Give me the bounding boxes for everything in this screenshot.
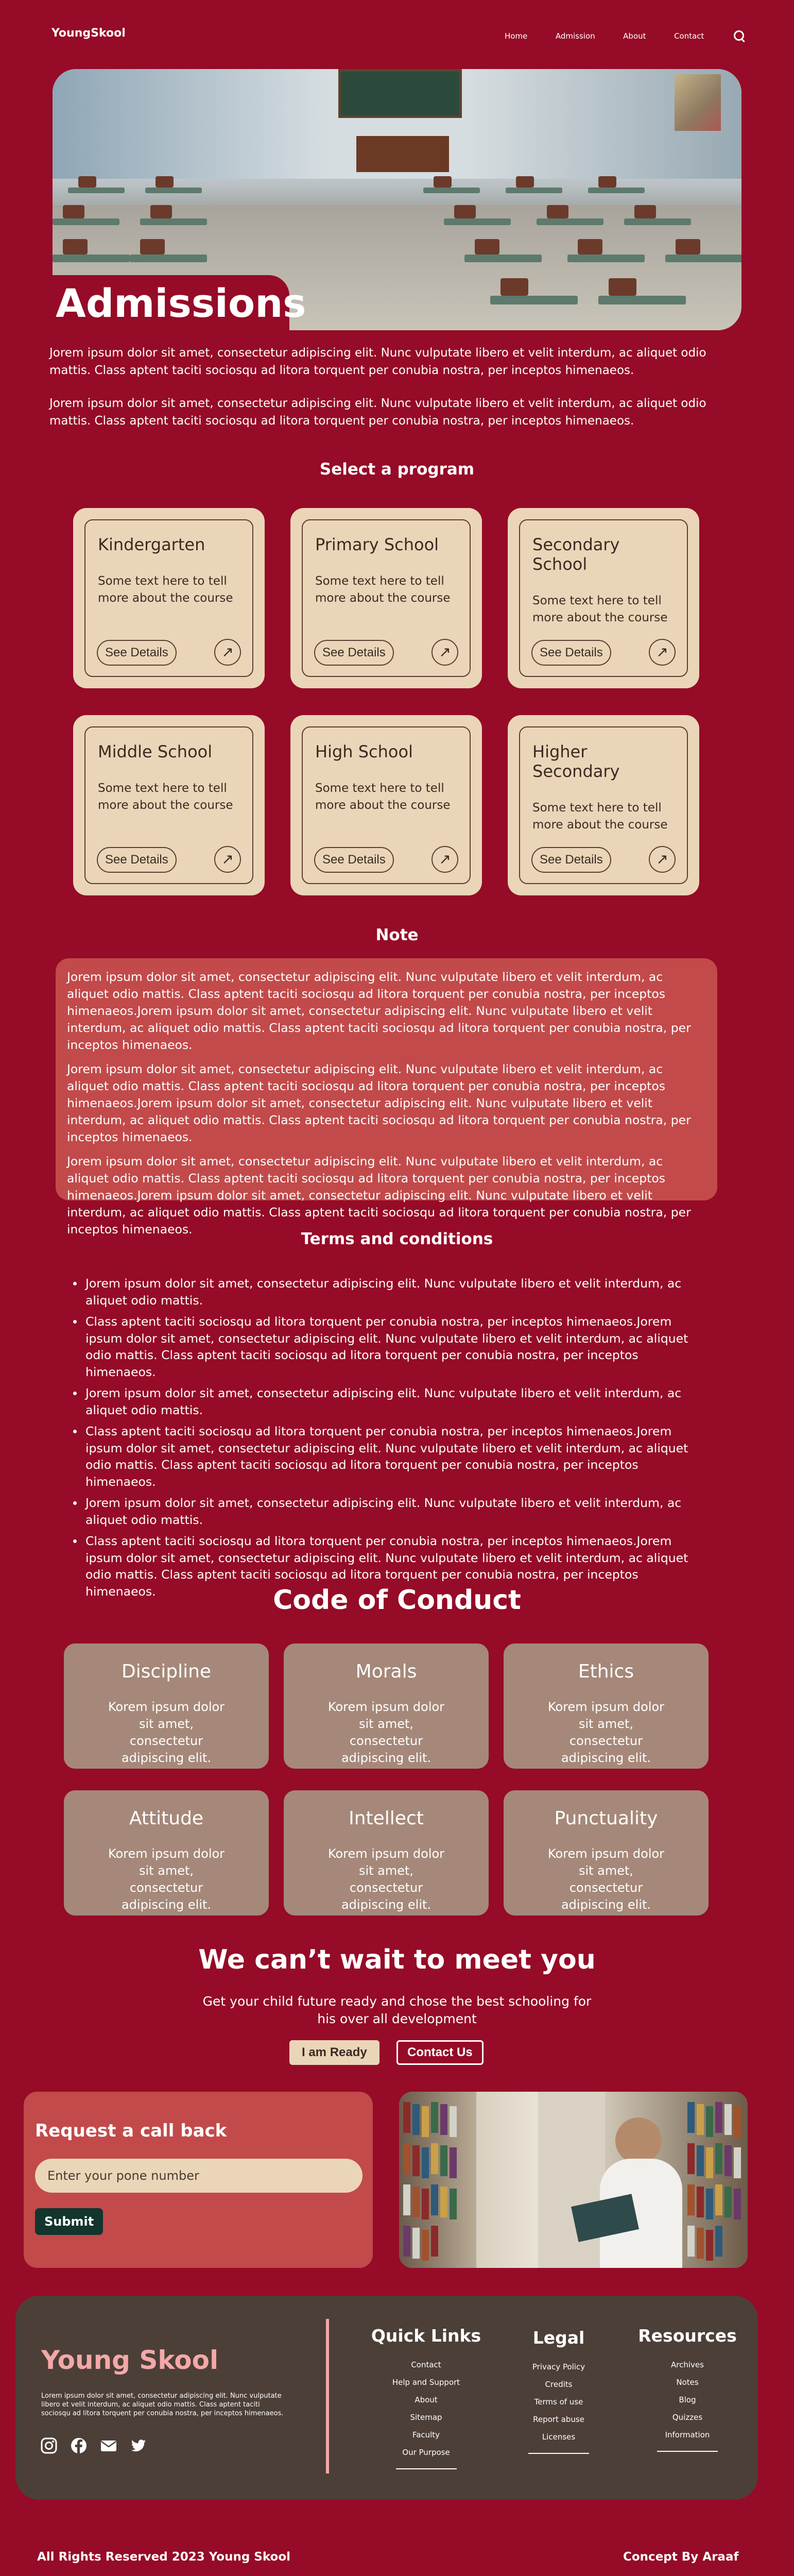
top-nav <box>505 29 747 43</box>
contact-us-button[interactable]: Contact Us <box>396 2040 484 2065</box>
credit-text: Concept By Araaf <box>623 2550 739 2564</box>
conduct-card <box>64 1643 269 1769</box>
nav-link-contact[interactable]: Contact <box>674 31 704 41</box>
conduct-description: Korem ipsum dolor sit amet, consectetur adipiscing elit. <box>108 1846 225 1912</box>
program-card-frame <box>84 726 253 884</box>
footer-underline <box>528 2453 589 2454</box>
site-logo[interactable]: YoungSkool <box>51 27 126 40</box>
terms-item: Jorem ipsum dolor sit amet, consectetur adipiscing elit. Nunc vulputate libero et velit interdum, ac aliquet odio mattis. <box>72 1275 711 1309</box>
footer-link[interactable]: Our Purpose <box>402 2448 450 2457</box>
terms-heading: Terms and conditions <box>301 1230 493 1248</box>
conduct-title: Punctuality <box>554 1808 658 1829</box>
terms-item: Jorem ipsum dolor sit amet, consectetur adipiscing elit. Nunc vulputate libero et velit interdum, ac aliquet odio mattis. <box>72 1385 711 1418</box>
see-details-button[interactable]: See Details <box>314 847 394 873</box>
program-card[interactable] <box>290 715 482 895</box>
program-title: High School <box>315 742 413 761</box>
footer-brand[interactable]: Young Skool <box>41 2345 219 2375</box>
footer-link[interactable]: Information <box>665 2430 710 2439</box>
conduct-heading: Code of Conduct <box>273 1585 521 1616</box>
conduct-description: Korem ipsum dolor sit amet, consectetur adipiscing elit. <box>547 1700 665 1765</box>
arrow-up-right-icon[interactable]: ↗ <box>431 846 458 873</box>
program-card[interactable] <box>290 508 482 688</box>
programs-heading: Select a program <box>319 460 475 479</box>
footer-column-heading: Legal <box>532 2328 585 2348</box>
meet-subtext: Get your child future ready and chose the best schooling for his over all development <box>202 1994 592 2026</box>
footer-link[interactable]: Quizzes <box>672 2413 703 2422</box>
program-card-frame <box>519 519 688 677</box>
footer-link[interactable]: Report abuse <box>533 2415 584 2424</box>
terms-item: Class aptent taciti sociosqu ad litora torquent per conubia nostra, per inceptos himenaeos.Jorem ipsum dolor sit amet, consectetur adipiscing elit. Nunc vulputate libero et velit interdum, ac aliquet odio mattis. Class aptent taciti sociosqu ad litora torquent per conubia nostra, per inceptos himenaeos. <box>72 1313 711 1380</box>
note-heading: Note <box>375 926 419 944</box>
conduct-title: Morals <box>355 1661 417 1682</box>
footer-link[interactable]: Contact <box>411 2360 441 2369</box>
copyright-text: All Rights Reserved 2023 Young Skool <box>37 2550 291 2564</box>
program-description: Some text here to tell more about the course <box>98 574 233 605</box>
callback-heading: Request a call back <box>35 2121 227 2141</box>
see-details-button[interactable]: See Details <box>97 847 177 873</box>
footer-link[interactable]: Archives <box>671 2360 704 2369</box>
conduct-description: Korem ipsum dolor sit amet, consectetur adipiscing elit. <box>327 1846 445 1912</box>
footer-divider <box>326 2319 329 2473</box>
terms-list <box>72 1275 711 1604</box>
search-icon[interactable] <box>732 29 747 43</box>
see-details-button[interactable]: See Details <box>97 640 177 666</box>
conduct-card <box>504 1643 709 1769</box>
social-links <box>40 2437 147 2454</box>
footer-link[interactable]: Credits <box>545 2380 573 2389</box>
conduct-card <box>284 1790 489 1916</box>
program-title: Kindergarten <box>98 535 205 554</box>
footer-link[interactable]: About <box>415 2395 438 2404</box>
arrow-up-right-icon[interactable]: ↗ <box>649 846 676 873</box>
program-card-frame <box>519 726 688 884</box>
conduct-card <box>504 1790 709 1916</box>
facebook-icon[interactable] <box>70 2437 88 2454</box>
conduct-title: Attitude <box>129 1808 204 1829</box>
conduct-description: Korem ipsum dolor sit amet, consectetur adipiscing elit. <box>108 1700 225 1765</box>
conduct-title: Discipline <box>121 1661 212 1682</box>
footer-link[interactable]: Faculty <box>412 2430 440 2439</box>
twitter-icon[interactable] <box>130 2437 147 2454</box>
email-icon[interactable] <box>100 2437 117 2454</box>
i-am-ready-button[interactable]: I am Ready <box>289 2040 379 2065</box>
see-details-button[interactable]: See Details <box>531 847 611 873</box>
footer-link[interactable]: Blog <box>679 2395 696 2404</box>
intro-paragraph-1: Jorem ipsum dolor sit amet, consectetur adipiscing elit. Nunc vulputate libero et velit interdum, ac aliquet odio mattis. Class aptent taciti sociosqu ad litora torquent per conubia nostra, per inceptos himenaeos. <box>49 346 706 377</box>
library-photo <box>399 2092 748 2268</box>
program-title: Middle School <box>98 742 213 761</box>
note-paragraph: Jorem ipsum dolor sit amet, consectetur adipiscing elit. Nunc vulputate libero et velit interdum, ac aliquet odio mattis. Class aptent taciti sociosqu ad litora torquent per conubia nostra, per inceptos himenaeos.Jorem ipsum dolor sit amet, consectetur adipiscing elit. Nunc vulputate libero et velit interdum, ac aliquet odio mattis. Class aptent taciti sociosqu ad litora torquent per conubia nostra, per inceptos himenaeos. <box>67 970 691 1052</box>
program-description: Some text here to tell more about the course <box>98 782 233 812</box>
submit-button[interactable]: Submit <box>35 2208 103 2235</box>
instagram-icon[interactable] <box>40 2437 58 2454</box>
callback-form <box>24 2092 373 2268</box>
page-title: Admissions <box>53 275 289 330</box>
program-card-frame <box>84 519 253 677</box>
footer-link[interactable]: Help and Support <box>392 2378 460 2387</box>
footer-column-heading: Resources <box>638 2326 737 2346</box>
program-description: Some text here to tell more about the course <box>315 574 451 605</box>
conduct-title: Intellect <box>349 1808 424 1829</box>
conduct-card <box>64 1790 269 1916</box>
nav-link-home[interactable]: Home <box>505 31 528 41</box>
footer-link[interactable]: Terms of use <box>534 2397 583 2406</box>
program-card-frame <box>302 519 471 677</box>
terms-item: Jorem ipsum dolor sit amet, consectetur adipiscing elit. Nunc vulputate libero et velit interdum, ac aliquet odio mattis. <box>72 1495 711 1528</box>
note-paragraph: Jorem ipsum dolor sit amet, consectetur adipiscing elit. Nunc vulputate libero et velit interdum, ac aliquet odio mattis. Class aptent taciti sociosqu ad litora torquent per conubia nostra, per inceptos himenaeos.Jorem ipsum dolor sit amet, consectetur adipiscing elit. Nunc vulputate libero et velit interdum, ac aliquet odio mattis. Class aptent taciti sociosqu ad litora torquent per conubia nostra, per inceptos himenaeos. <box>67 1154 691 1236</box>
program-card-frame <box>302 726 471 884</box>
meet-heading: We can’t wait to meet you <box>198 1944 596 1975</box>
program-card[interactable] <box>508 508 699 688</box>
footer-underline <box>657 2451 718 2452</box>
footer-legal <box>507 2328 610 2454</box>
note-paragraph: Jorem ipsum dolor sit amet, consectetur adipiscing elit. Nunc vulputate libero et velit interdum, ac aliquet odio mattis. Class aptent taciti sociosqu ad litora torquent per conubia nostra, per inceptos himenaeos.Jorem ipsum dolor sit amet, consectetur adipiscing elit. Nunc vulputate libero et velit interdum, ac aliquet odio mattis. Class aptent taciti sociosqu ad litora torquent per conubia nostra, per inceptos himenaeos. <box>67 1062 691 1144</box>
program-title: Higher Secondary <box>532 742 620 781</box>
note-box <box>56 958 717 1236</box>
conduct-title: Ethics <box>578 1661 634 1682</box>
program-description: Some text here to tell more about the course <box>315 782 451 812</box>
footer-resources <box>631 2326 744 2452</box>
footer-column-heading: Quick Links <box>371 2326 481 2346</box>
program-description: Some text here to tell more about the course <box>532 801 668 832</box>
nav-link-about[interactable]: About <box>623 31 646 41</box>
program-title: Secondary School <box>532 535 620 574</box>
footer-link[interactable]: Sitemap <box>410 2413 442 2422</box>
conduct-card <box>284 1643 489 1769</box>
conduct-description: Korem ipsum dolor sit amet, consectetur adipiscing elit. <box>547 1846 665 1912</box>
intro-paragraph-2: Jorem ipsum dolor sit amet, consectetur adipiscing elit. Nunc vulputate libero et velit interdum, ac aliquet odio mattis. Class aptent taciti sociosqu ad litora torquent per conubia nostra, per inceptos himenaeos. <box>49 397 706 428</box>
nav-link-admission[interactable]: Admission <box>555 31 595 41</box>
terms-item: Class aptent taciti sociosqu ad litora torquent per conubia nostra, per inceptos himenaeos.Jorem ipsum dolor sit amet, consectetur adipiscing elit. Nunc vulputate libero et velit interdum, ac aliquet odio mattis. Class aptent taciti sociosqu ad litora torquent per conubia nostra, per inceptos himenaeos. <box>72 1423 711 1490</box>
arrow-up-right-icon[interactable]: ↗ <box>431 639 458 666</box>
program-card[interactable] <box>73 715 265 895</box>
see-details-button[interactable]: See Details <box>531 640 611 666</box>
phone-number-input[interactable] <box>35 2159 363 2193</box>
footer-link[interactable]: Privacy Policy <box>532 2362 585 2371</box>
program-title: Primary School <box>315 535 439 554</box>
footer-link[interactable]: Licenses <box>542 2432 576 2442</box>
arrow-up-right-icon[interactable]: ↗ <box>214 639 241 666</box>
program-card[interactable] <box>73 508 265 688</box>
footer-link[interactable]: Notes <box>676 2378 699 2387</box>
terms-item: Class aptent taciti sociosqu ad litora torquent per conubia nostra, per inceptos himenaeos.Jorem ipsum dolor sit amet, consectetur adipiscing elit. Nunc vulputate libero et velit interdum, ac aliquet odio mattis. Class aptent taciti sociosqu ad litora torquent per conubia nostra, per inceptos himenaeos. <box>72 1533 711 1600</box>
footer-description: Lorem ipsum dolor sit amet, consectetur adipiscing elit. Nunc vulputate libero et velit interdum, ac aliquet odio mattis. Class aptent taciti sociosqu ad litora torquent per conubia nostra, per inceptos himenaeos. <box>41 2392 284 2417</box>
see-details-button[interactable]: See Details <box>314 640 394 666</box>
arrow-up-right-icon[interactable]: ↗ <box>649 639 676 666</box>
footer-quick-links <box>360 2326 492 2469</box>
program-card[interactable] <box>508 715 699 895</box>
conduct-description: Korem ipsum dolor sit amet, consectetur adipiscing elit. <box>327 1700 445 1765</box>
footer-underline <box>396 2468 457 2469</box>
arrow-up-right-icon[interactable]: ↗ <box>214 846 241 873</box>
program-description: Some text here to tell more about the course <box>532 594 668 624</box>
